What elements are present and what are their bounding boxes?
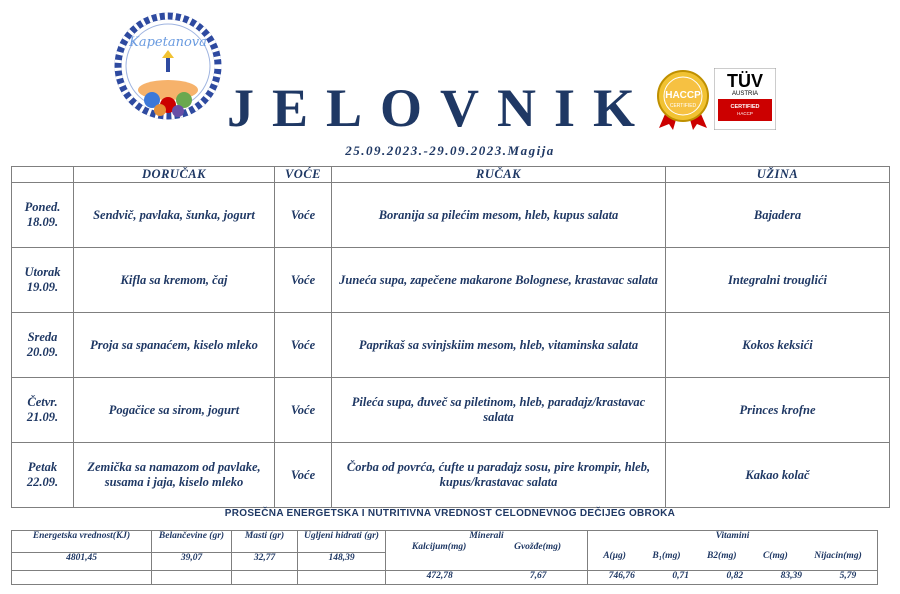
snack-cell: Bajadera: [666, 183, 890, 248]
nutrition-mineral-vitamin-row: [12, 571, 878, 585]
page-title: JELOVNIK: [226, 78, 654, 138]
day-column-header: [12, 167, 74, 183]
fruit-cell: Voće: [275, 183, 332, 248]
day-cell: Petak 22.09.: [12, 443, 74, 508]
lunch-column-header: RUČAK: [332, 167, 666, 183]
svg-text:AUSTRIA: AUSTRIA: [731, 91, 759, 97]
vit-c-value: 83,39: [780, 571, 803, 581]
fruit-column-header: VOĆE: [275, 167, 332, 183]
minerals-label: Minerali Kalcijum(mg) Gvožđe(mg): [386, 531, 588, 571]
svg-text:TÜV: TÜV: [727, 71, 763, 91]
lunch-cell: Boranija sa pilećim mesom, hleb, kupus salata: [332, 183, 666, 248]
protein-value: 39,07: [152, 553, 232, 571]
nutrition-title: PROSEČNA ENERGETSKA I NUTRITIVNA VREDNOST CELODNEVNOG DEČIJEG OBROKA: [224, 508, 676, 519]
fat-label: Masti (gr): [232, 531, 298, 553]
tuv-austria-badge-icon: [714, 68, 776, 130]
kapetanova-logo: [112, 10, 224, 132]
snack-column-header: UŽINA: [666, 167, 890, 183]
breakfast-cell: Zemička sa namazom od pavlake, susama i jaja, kiselo mleko: [74, 443, 275, 508]
svg-text:CERTIFIED: CERTIFIED: [730, 104, 760, 110]
vit-b2-value: 0,82: [726, 571, 744, 581]
vitamins-label: Vitamini A(μg) B₁(mg) B2(mg) C(mg) Nijacin(mg): [588, 531, 878, 571]
menu-row: [12, 183, 890, 248]
calcium-value: 472,78: [426, 571, 453, 581]
nutrition-label-row: [12, 531, 878, 553]
nutrition-table: [11, 530, 878, 585]
niacin-label: Nijacin(mg): [814, 551, 862, 561]
niacin-value: 5,79: [839, 571, 857, 581]
vit-b2-label: B2(mg): [706, 551, 737, 561]
iron-value: 7,67: [529, 571, 547, 581]
carbs-value: 148,39: [298, 553, 386, 571]
breakfast-cell: Proja sa spanaćem, kiselo mleko: [74, 313, 275, 378]
lunch-cell: Juneća supa, zapečene makarone Bolognese, krastavac salata: [332, 248, 666, 313]
fruit-cell: Voće: [275, 443, 332, 508]
energy-label: Energetska vrednost(KJ): [12, 531, 152, 553]
svg-text:CERTIFIED: CERTIFIED: [669, 103, 697, 109]
calcium-label: Kalcijum(mg): [411, 542, 467, 552]
menu-table: [11, 166, 890, 508]
lunch-cell: Paprikaš sa svinjskiim mesom, hleb, vitaminska salata: [332, 313, 666, 378]
vit-c-label: C(mg): [762, 551, 788, 561]
menu-row: [12, 248, 890, 313]
day-cell: Četvr. 21.09.: [12, 378, 74, 443]
day-cell: Utorak 19.09.: [12, 248, 74, 313]
breakfast-cell: Sendvič, pavlaka, šunka, jogurt: [74, 183, 275, 248]
menu-row: [12, 378, 890, 443]
vit-a-label: A(μg): [603, 551, 626, 561]
menu-row: [12, 313, 890, 378]
snack-cell: Integralni trouglići: [666, 248, 890, 313]
day-cell: Poned. 18.09.: [12, 183, 74, 248]
breakfast-column-header: DORUČAK: [74, 167, 275, 183]
iron-label: Gvožđe(mg): [514, 542, 562, 552]
lunch-cell: Čorba od povrća, ćufte u paradajz sosu, pire krompir, hleb, kupus/krastavac salata: [332, 443, 666, 508]
fruit-cell: Voće: [275, 248, 332, 313]
svg-text:HACCP: HACCP: [737, 111, 753, 116]
breakfast-cell: Kifla sa kremom, čaj: [74, 248, 275, 313]
menu-header-row: [12, 167, 890, 183]
carbs-label: Ugljeni hidrati (gr): [298, 531, 386, 553]
logo-text: Kapetanova: [129, 35, 207, 50]
protein-label: Belančevine (gr): [152, 531, 232, 553]
fruit-cell: Voće: [275, 313, 332, 378]
menu-row: [12, 443, 890, 508]
snack-cell: Princes krofne: [666, 378, 890, 443]
haccp-badge-icon: [655, 70, 711, 132]
breakfast-cell: Pogačice sa sirom, jogurt: [74, 378, 275, 443]
fruit-cell: Voće: [275, 378, 332, 443]
vit-b1-value: 0,71: [672, 571, 690, 581]
fat-value: 32,77: [232, 553, 298, 571]
svg-text:HACCP: HACCP: [665, 90, 701, 101]
lunch-cell: Pileća supa, đuveč sa piletinom, hleb, paradajz/krastavac salata: [332, 378, 666, 443]
vit-b1-label: B₁(mg): [652, 551, 681, 561]
day-cell: Sreda 20.09.: [12, 313, 74, 378]
snack-cell: Kokos keksići: [666, 313, 890, 378]
vit-a-value: 746,76: [608, 571, 635, 581]
date-range: 25.09.2023.-29.09.2023.Magija: [345, 143, 555, 158]
snack-cell: Kakao kolač: [666, 443, 890, 508]
energy-value: 4801,45: [12, 553, 152, 571]
